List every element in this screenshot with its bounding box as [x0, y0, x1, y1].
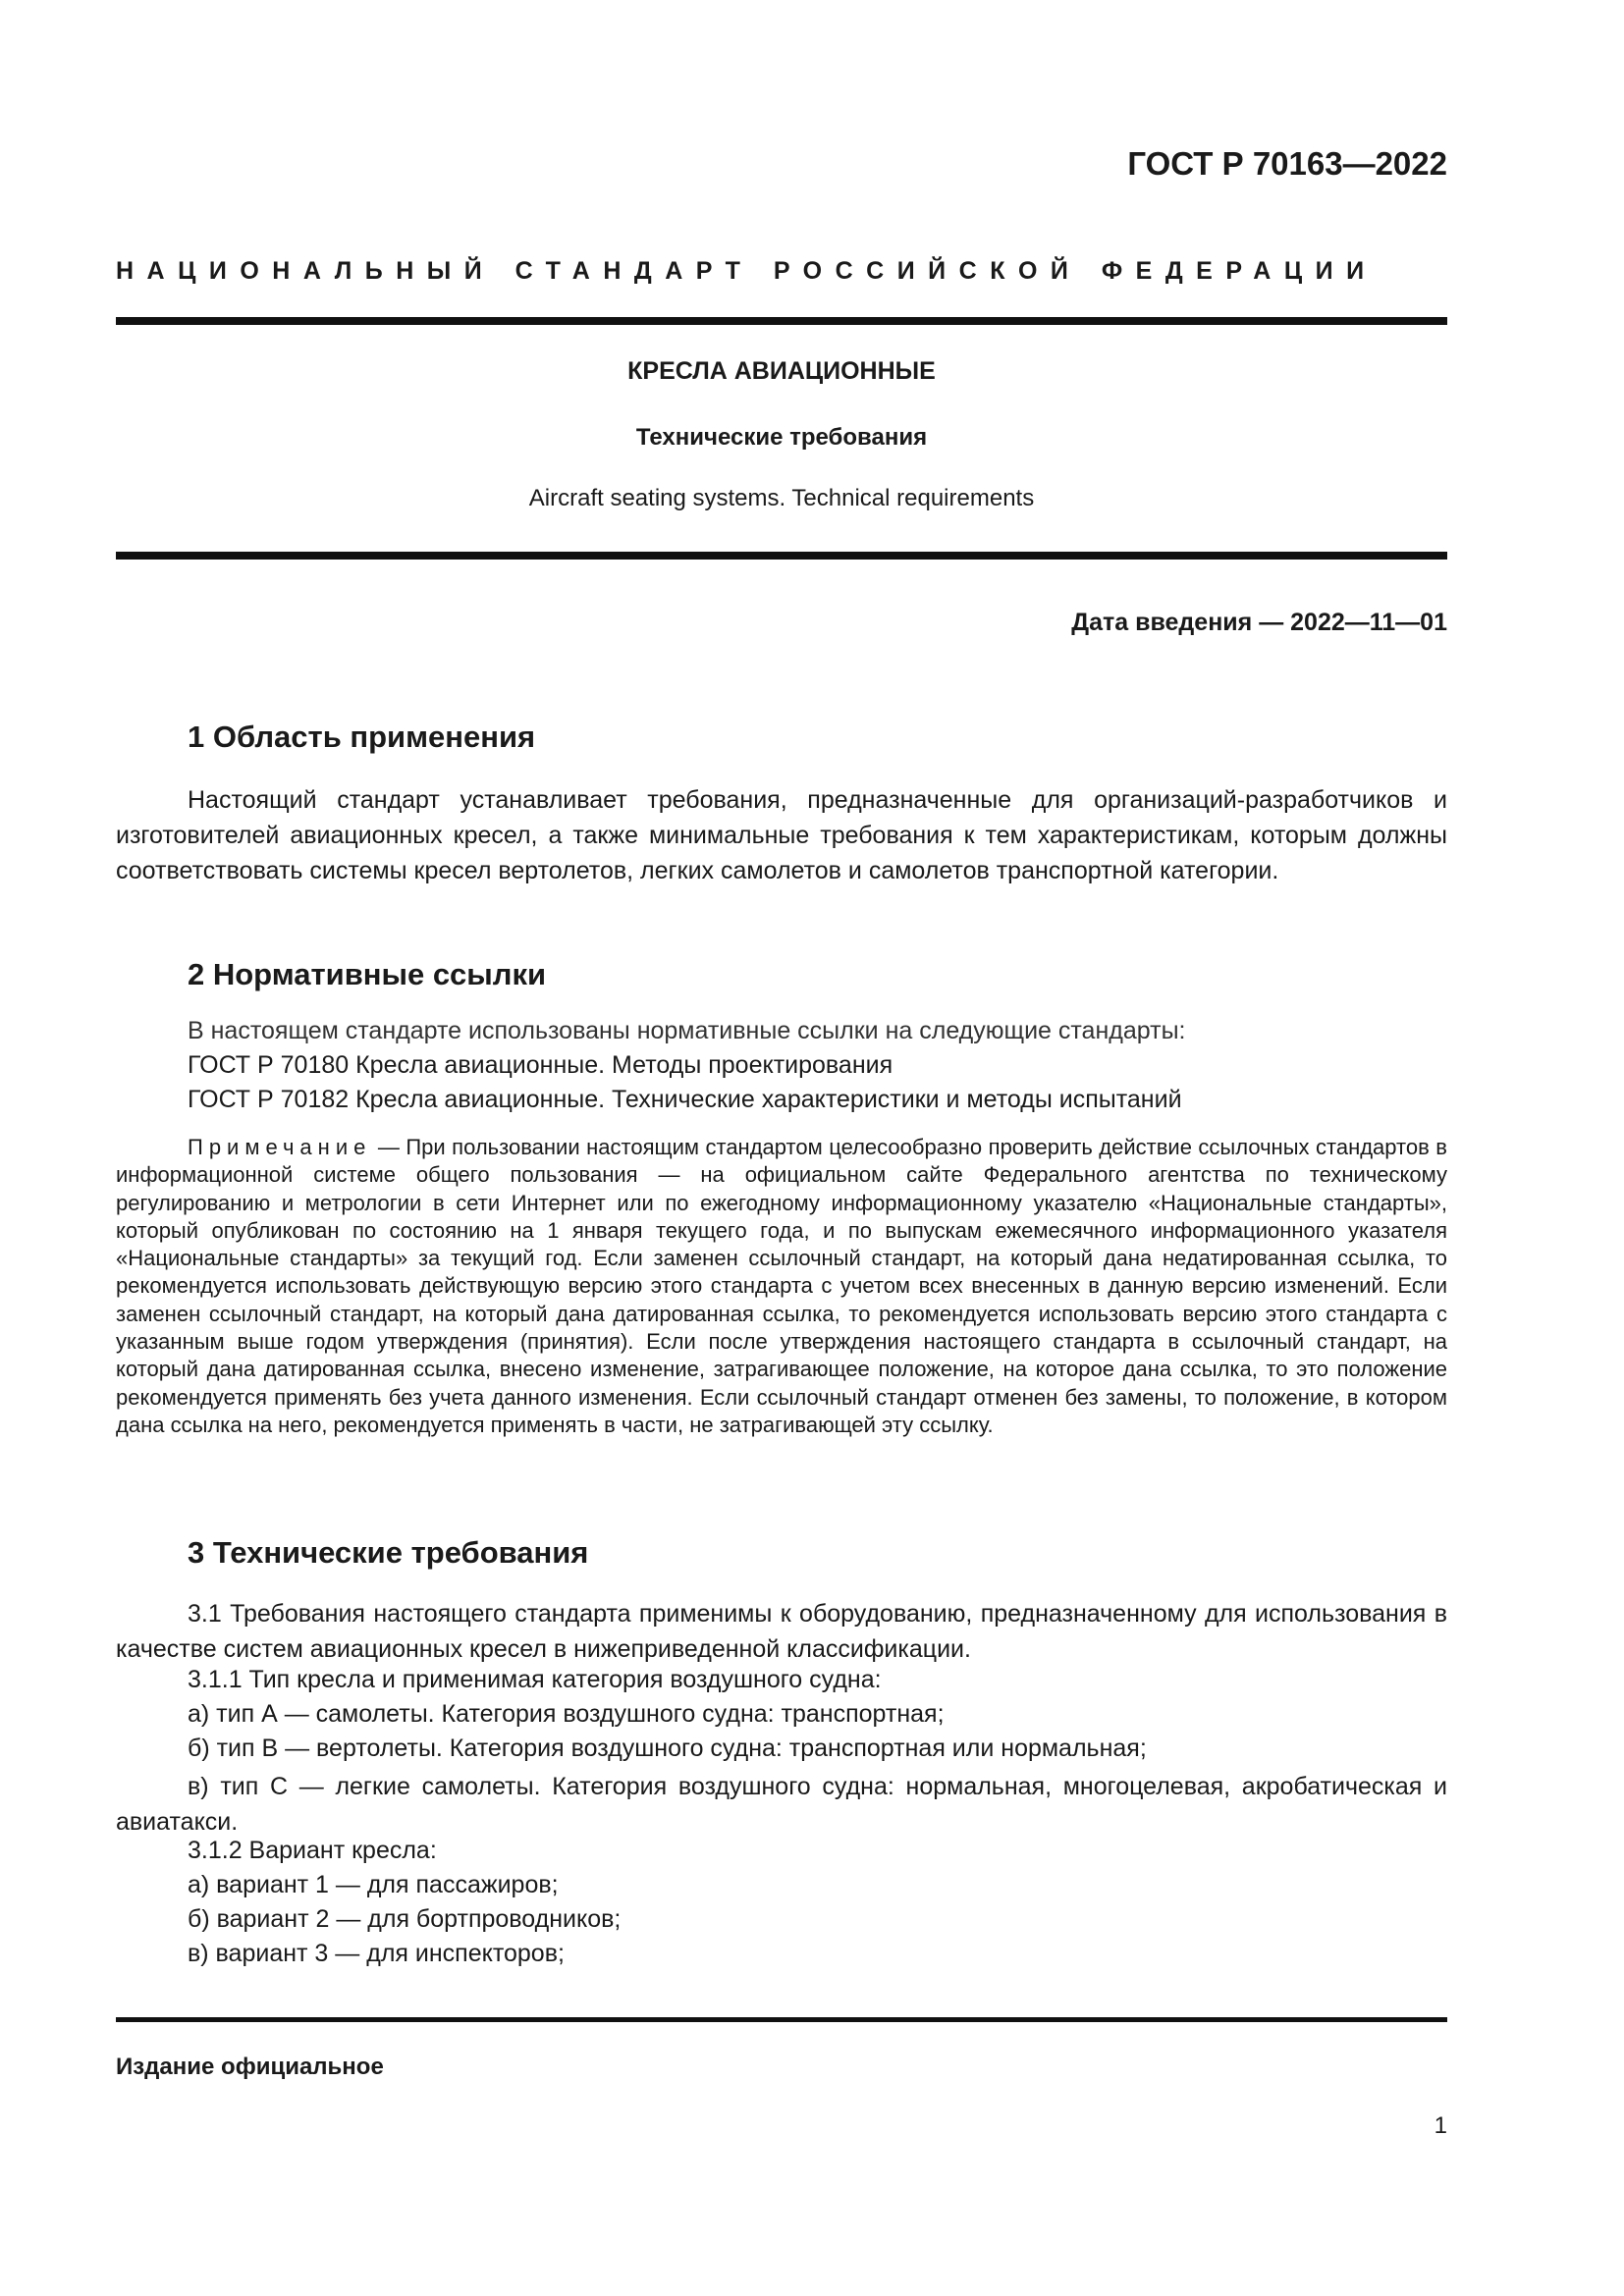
national-standard-banner: НАЦИОНАЛЬНЫЙ СТАНДАРТ РОССИЙСКОЙ ФЕДЕРАЦИИ: [116, 257, 1378, 285]
section-2-heading: 2 Нормативные ссылки: [188, 957, 547, 991]
type-item-b: б) тип В — вертолеты. Категория воздушного судна: транспортная или нормальная;: [188, 1735, 1147, 1762]
normative-ref-2: ГОСТ Р 70182 Кресла авиационные. Технические характеристики и методы испытаний: [188, 1086, 1182, 1113]
divider-footer: [116, 2017, 1447, 2022]
note-block: [116, 1134, 1447, 1439]
divider-top: [116, 317, 1447, 325]
type-item-c: в) тип С — легкие самолеты. Категория воздушного судна: нормальная, многоцелевая, акробатическая и авиатакси.: [116, 1773, 1447, 1836]
section-1-heading: 1 Область применения: [188, 720, 536, 754]
page-number: 1: [1434, 2112, 1447, 2139]
variant-item-3: в) вариант 3 — для инспекторов;: [188, 1940, 565, 1967]
type-item-c-wrapper: [116, 1769, 1447, 1840]
variant-item-2: б) вариант 2 — для бортпроводников;: [188, 1905, 622, 1933]
paragraph-3-1-1: 3.1.1 Тип кресла и применимая категория воздушного судна:: [188, 1666, 882, 1693]
variant-item-1: а) вариант 1 — для пассажиров;: [188, 1871, 559, 1898]
official-edition-label: Издание официальное: [116, 2054, 384, 2080]
normative-ref-1: ГОСТ Р 70180 Кресла авиационные. Методы проектирования: [188, 1051, 893, 1079]
section-1-paragraph: Настоящий стандарт устанавливает требования, предназначенные для организаций-разработчиков и изготовителей авиационных кресел, а также минимальные требования к тем характеристикам, которым должны соответствовать системы кресел вертолетов, легких самолетов и самолетов транспортной категории.: [116, 786, 1447, 884]
date-of-introduction: Дата введения — 2022—11—01: [1071, 609, 1447, 636]
paragraph-3-1: 3.1 Требования настоящего стандарта применимы к оборудованию, предназначенному для использования в качестве систем авиационных кресел в нижеприведенной классификации.: [116, 1600, 1447, 1663]
section-3-heading: 3 Технические требования: [188, 1535, 589, 1570]
section-3-body: [116, 1596, 1447, 1667]
section-1-body: [116, 782, 1447, 888]
paragraph-3-1-2: 3.1.2 Вариант кресла:: [188, 1837, 437, 1864]
document-title: КРЕСЛА АВИАЦИОННЫЕ: [627, 357, 936, 385]
section-2-intro: В настоящем стандарте использованы нормативные ссылки на следующие стандарты:: [188, 1017, 1186, 1044]
note-label: Примечание: [188, 1135, 372, 1159]
divider-title: [116, 552, 1447, 560]
document-subtitle: Технические требования: [635, 424, 928, 451]
note-text: — При пользовании настоящим стандартом целесообразно проверить действие ссылочных стандартов в информационной системе общего пользования — на официальном сайте Федерального агентства по техническому регулированию и метрологии в сети Интернет или по ежегодному информационному указателю «Национальные стандарты», который опубликован по состоянию на 1 января текущего года, и по выпускам ежемесячного информационного указателя «Национальные стандарты» за текущий год. Если заменен ссылочный стандарт, на который дана недатированная ссылка, то рекомендуется использовать действующую версию этого стандарта с учетом всех внесенных в данную версию изменений. Если заменен ссылочный стандарт, на который дана датированная ссылка, то рекомендуется использовать версию этого стандарта с указанным выше годом утверждения (принятия). Если после утверждения настоящего стандарта в ссылочный стандарт, на который дана датированная ссылка, внесено изменение, затрагивающее положение, на которое дана ссылка, то это положение рекомендуется применять без учета данного изменения. Если ссылочный стандарт отменен без замены, то положение, в котором дана ссылка на него, рекомендуется применять в части, не затрагивающей эту ссылку.: [116, 1135, 1447, 1437]
gost-code: ГОСТ Р 70163—2022: [1127, 145, 1447, 182]
document-title-english: Aircraft seating systems. Technical requirements: [528, 485, 1035, 511]
type-item-a: а) тип А — самолеты. Категория воздушного судна: транспортная;: [188, 1700, 945, 1728]
